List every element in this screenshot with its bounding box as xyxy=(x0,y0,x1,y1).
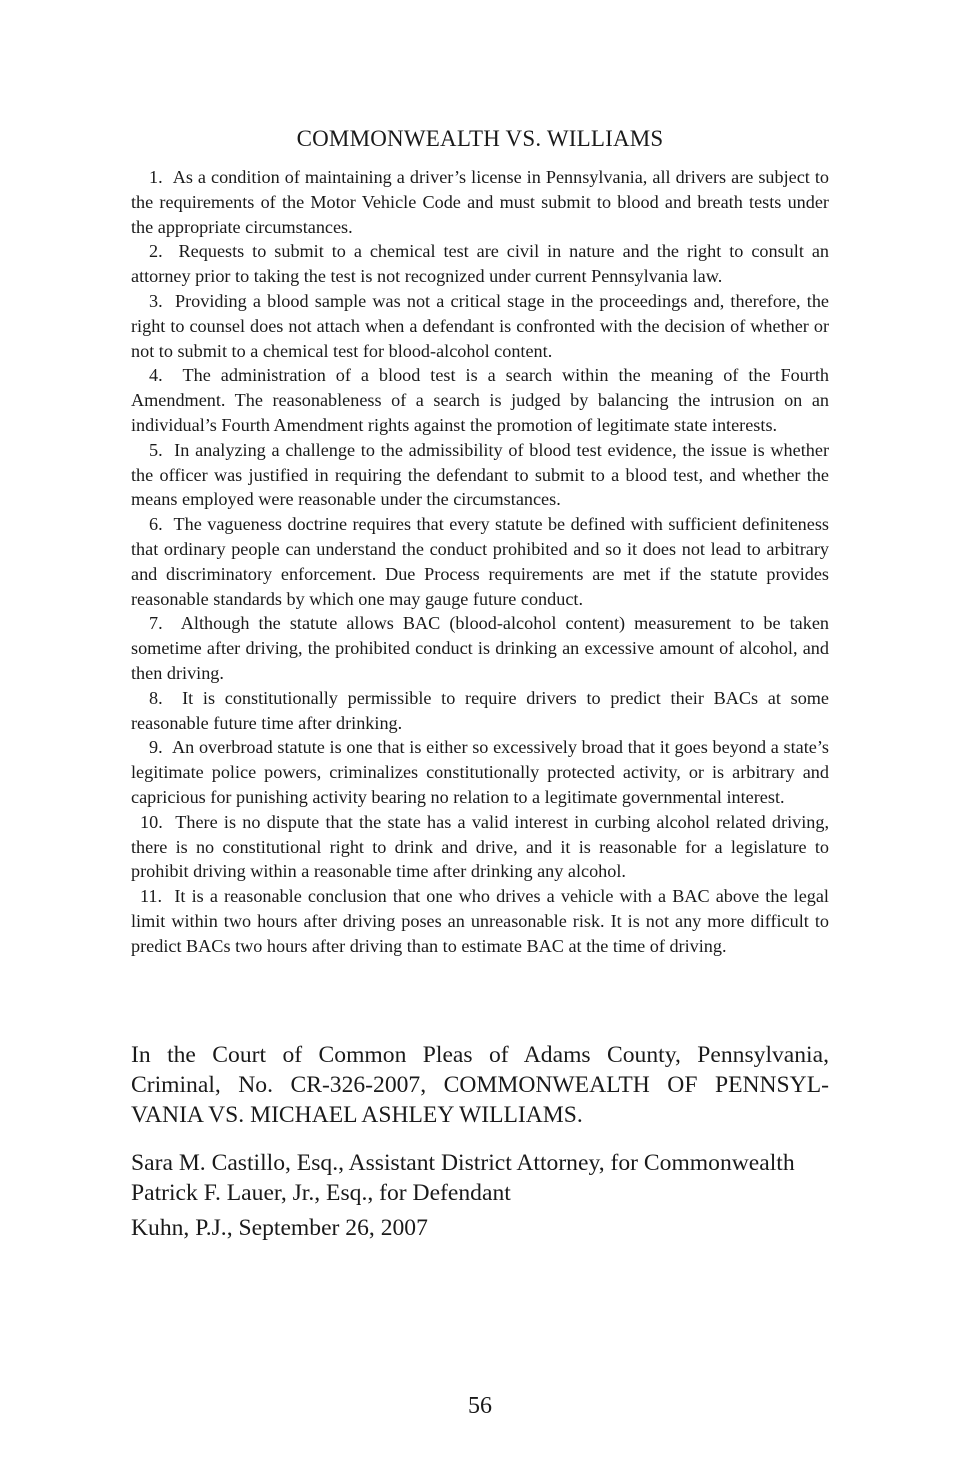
headnote-text: The vagueness doctrine requires that every statute be defined with sufficient definiteness that ordinary people can understand the conduct prohibited and so it does not lead to arbitrary and discriminatory enforcement. Due Process requirements are met if the statute provides reasonable standards by which one may gauge future conduct. xyxy=(131,514,829,609)
judge-line: Kuhn, P.J., September 26, 2007 xyxy=(131,1215,428,1241)
headnote-number: 10. xyxy=(140,811,163,832)
headnote-9 xyxy=(131,735,829,809)
case-caption: In the Court of Common Pleas of Adams County, Pennsylvania, Criminal, No. CR-326-2007, COMMONWEALTH OF PENNSYLVANIA VS. MICHAEL ASHLEY WILLIAMS. xyxy=(131,1042,829,1128)
headnote-text: An overbroad statute is one that is either so excessively broad that it goes beyond a state’s legitimate police powers, criminalizes constitutionally protected activity, or is arbitrary and capricious for punishing activity bearing no relation to a legitimate governmental interest. xyxy=(131,737,829,807)
page-number: 56 xyxy=(468,1393,492,1419)
headnote-number: 9. xyxy=(149,737,163,758)
headnote-text: Although the statute allows BAC (blood-alcohol content) measurement to be taken sometime after driving, the prohibited conduct is drinking an excessive amount of alcohol, and then driving. xyxy=(131,613,829,683)
headnotes xyxy=(131,165,829,959)
headnote-2 xyxy=(131,239,829,289)
headnote-text: As a condition of maintaining a driver’s license in Pennsylvania, all drivers are subject to the requirements of the Motor Vehicle Code and must submit to blood and breath tests under the appropriate circumstances. xyxy=(131,167,830,237)
headnote-6 xyxy=(131,512,829,611)
headnote-number: 2. xyxy=(149,241,163,262)
headnote-4 xyxy=(131,363,829,437)
document-page xyxy=(131,0,829,1483)
headnote-number: 6. xyxy=(149,514,163,535)
headnote-8 xyxy=(131,686,829,736)
headnote-text: Requests to submit to a chemical test are civil in nature and the right to consult an attorney prior to taking the test is not recognized under current Pennsylvania law. xyxy=(131,241,830,287)
running-head: COMMONWEALTH VS. WILLIAMS xyxy=(296,126,664,151)
headnote-7 xyxy=(131,611,829,685)
headnote-text: In analyzing a challenge to the admissibility of blood test evidence, the issue is whether the officer was justified in requiring the defendant to submit to a blood test, and whether the means employed were reasonable under the circumstances. xyxy=(131,439,829,510)
headnote-text: It is constitutionally permissible to require drivers to predict their BACs at some reasonable future time after drinking. xyxy=(131,687,830,733)
headnote-number: 4. xyxy=(149,365,163,386)
headnote-3 xyxy=(131,289,829,363)
headnote-number: 3. xyxy=(149,290,163,311)
headnote-number: 5. xyxy=(149,439,163,460)
headnote-text: There is no dispute that the state has a valid interest in curbing alcohol related driving, there is no constitutional right to drink and drive, and it is reasonable for a legislature to prohibit driving within a reasonable time after drinking any alcohol. xyxy=(131,811,830,882)
defense-counsel: Patrick F. Lauer, Jr., Esq., for Defendant xyxy=(131,1180,511,1206)
headnote-5 xyxy=(131,438,829,512)
headnote-1 xyxy=(131,165,829,239)
headnote-number: 11. xyxy=(140,886,163,907)
headnote-number: 7. xyxy=(149,613,163,634)
headnote-11 xyxy=(131,884,829,958)
headnote-text: It is a reasonable conclusion that one who drives a vehicle with a BAC above the legal limit within two hours after driving poses an unreasonable risk. It is not any more difficult to predict BACs two hours after driving than to estimate BAC at the time of driving. xyxy=(131,886,829,956)
headnote-text: The administration of a blood test is a search within the meaning of the Fourth Amendment. The reasonableness of a search is judged by balancing the intrusion on an individual’s Fourth Amendment rights against the promotion of legitimate state interests. xyxy=(131,365,829,435)
headnote-number: 1. xyxy=(149,167,163,187)
headnote-text: Providing a blood sample was not a critical stage in the proceedings and, therefore, the right to counsel does not attach when a defendant is confronted with the decision of whether or not to submit to a chemical test for blood-alcohol content. xyxy=(131,290,829,361)
counsel-block xyxy=(131,1148,829,1208)
prosecution-counsel: Sara M. Castillo, Esq., Assistant District Attorney, for Commonwealth xyxy=(131,1150,795,1176)
headnote-10 xyxy=(131,810,829,884)
headnote-number: 8. xyxy=(149,687,163,708)
